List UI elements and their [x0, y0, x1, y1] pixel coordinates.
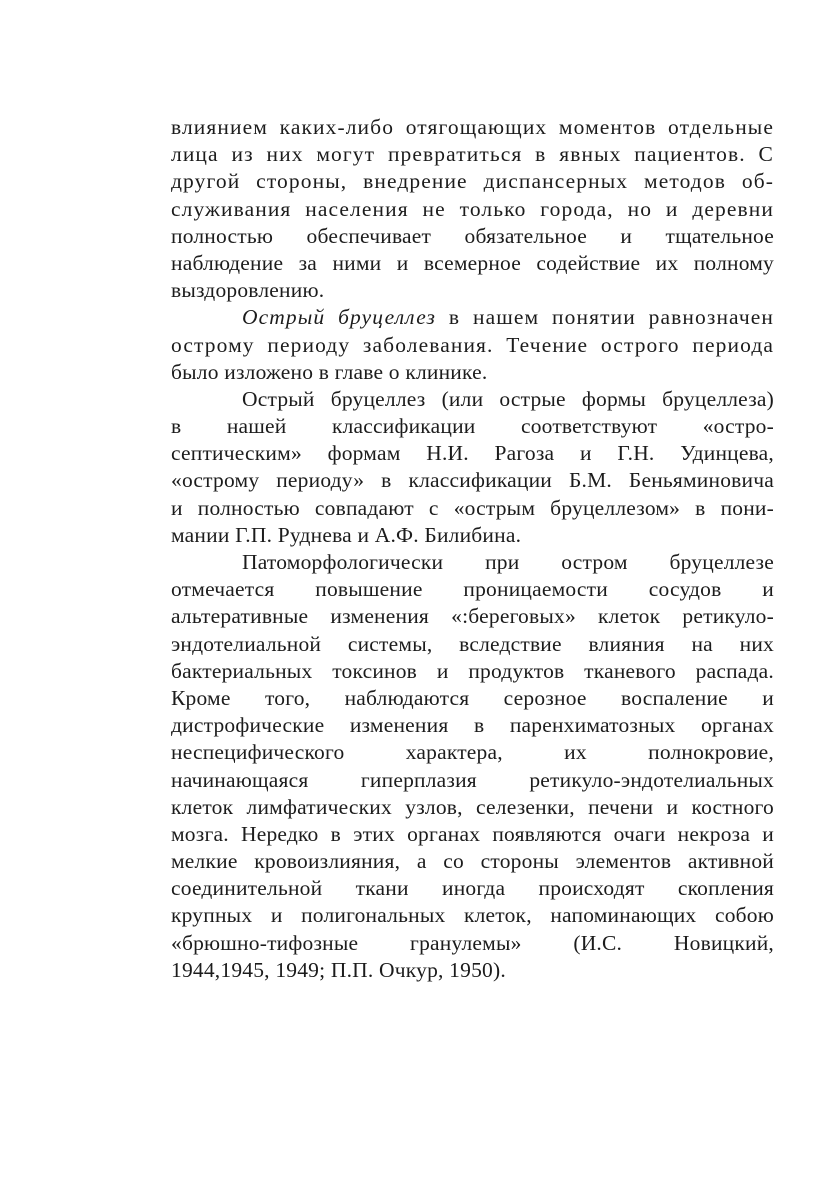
text-line: септическим» формам Н.И. Рагоза и Г.Н. Удинцева, — [171, 441, 774, 466]
text-line: крупных и полигональных клеток, напоминающих собою — [171, 903, 774, 928]
text-line: было изложено в главе о клинике. — [171, 359, 488, 384]
text-line: «брюшно-тифозные гранулемы» (И.С. Новицкий, — [171, 930, 774, 955]
text-line: клеток лимфатических узлов, селезенки, печени и костного — [171, 794, 774, 819]
text-line: мозга. Нередко в этих органах появляются очаги некроза и — [171, 821, 774, 846]
text-line: Кроме того, наблюдаются серозное воспаление и — [171, 685, 774, 710]
text-line: мании Г.П. Руднева и А.Ф. Билибина. — [171, 522, 522, 547]
text-line: соединительной ткани иногда происходят скопления — [171, 876, 774, 901]
text-line: другой стороны, внедрение диспансерных методов об- — [171, 169, 774, 194]
text-line: полностью обеспечивает обязательное и тщательное — [171, 223, 774, 248]
text-line: мелкие кровоизлияния, а со стороны элементов активной — [171, 849, 774, 874]
paragraph-first-line: Патоморфологически при остром бруцеллезе — [242, 550, 774, 574]
text-line: дистрофические изменения в паренхиматозных органах — [171, 713, 774, 738]
body-text — [171, 114, 774, 984]
text-line: начинающаяся гиперплазия ретикуло-эндотелиальных — [171, 767, 774, 792]
text-line: «острому периоду» в классификации Б.М. Беньяминовича — [171, 468, 774, 493]
text-line: отмечается повышение проницаемости сосудов и — [171, 577, 774, 602]
text-line: в нашей классификации соответствуют «остро- — [171, 414, 774, 439]
paragraph-first-line: Острый бруцеллез (или острые формы бруцеллеза) — [242, 386, 774, 411]
text-line: острому периоду заболевания. Течение острого периода — [171, 332, 774, 357]
italic-term: Острый бруцеллез — [242, 305, 437, 330]
paragraph-first-line — [171, 304, 774, 331]
text-span: в нашем понятии равнозначен — [436, 305, 774, 330]
text-line: влиянием каких-либо отягощающих моментов отдельные — [171, 115, 774, 139]
text-line: эндотелиальной системы, вследствие влияния на них — [171, 631, 774, 656]
text-line: лица из них могут превратиться в явных пациентов. С — [171, 142, 774, 167]
text-line: служивания населения не только города, но и деревни — [171, 196, 774, 221]
text-line: выздоровлению. — [171, 278, 325, 303]
text-line: альтеративные изменения «:береговых» клеток ретикуло- — [171, 604, 774, 629]
text-line: наблюдение за ними и всемерное содействие их полному — [171, 250, 774, 275]
text-line: неспецифического характера, их полнокровие, — [171, 740, 774, 765]
text-line: и полностью совпадают с «острым бруцеллезом» в пони- — [171, 495, 774, 520]
text-line: 1944,1945, 1949; П.П. Очкур, 1950). — [171, 957, 506, 982]
text-line: бактериальных токсинов и продуктов тканевого распада. — [171, 658, 774, 683]
